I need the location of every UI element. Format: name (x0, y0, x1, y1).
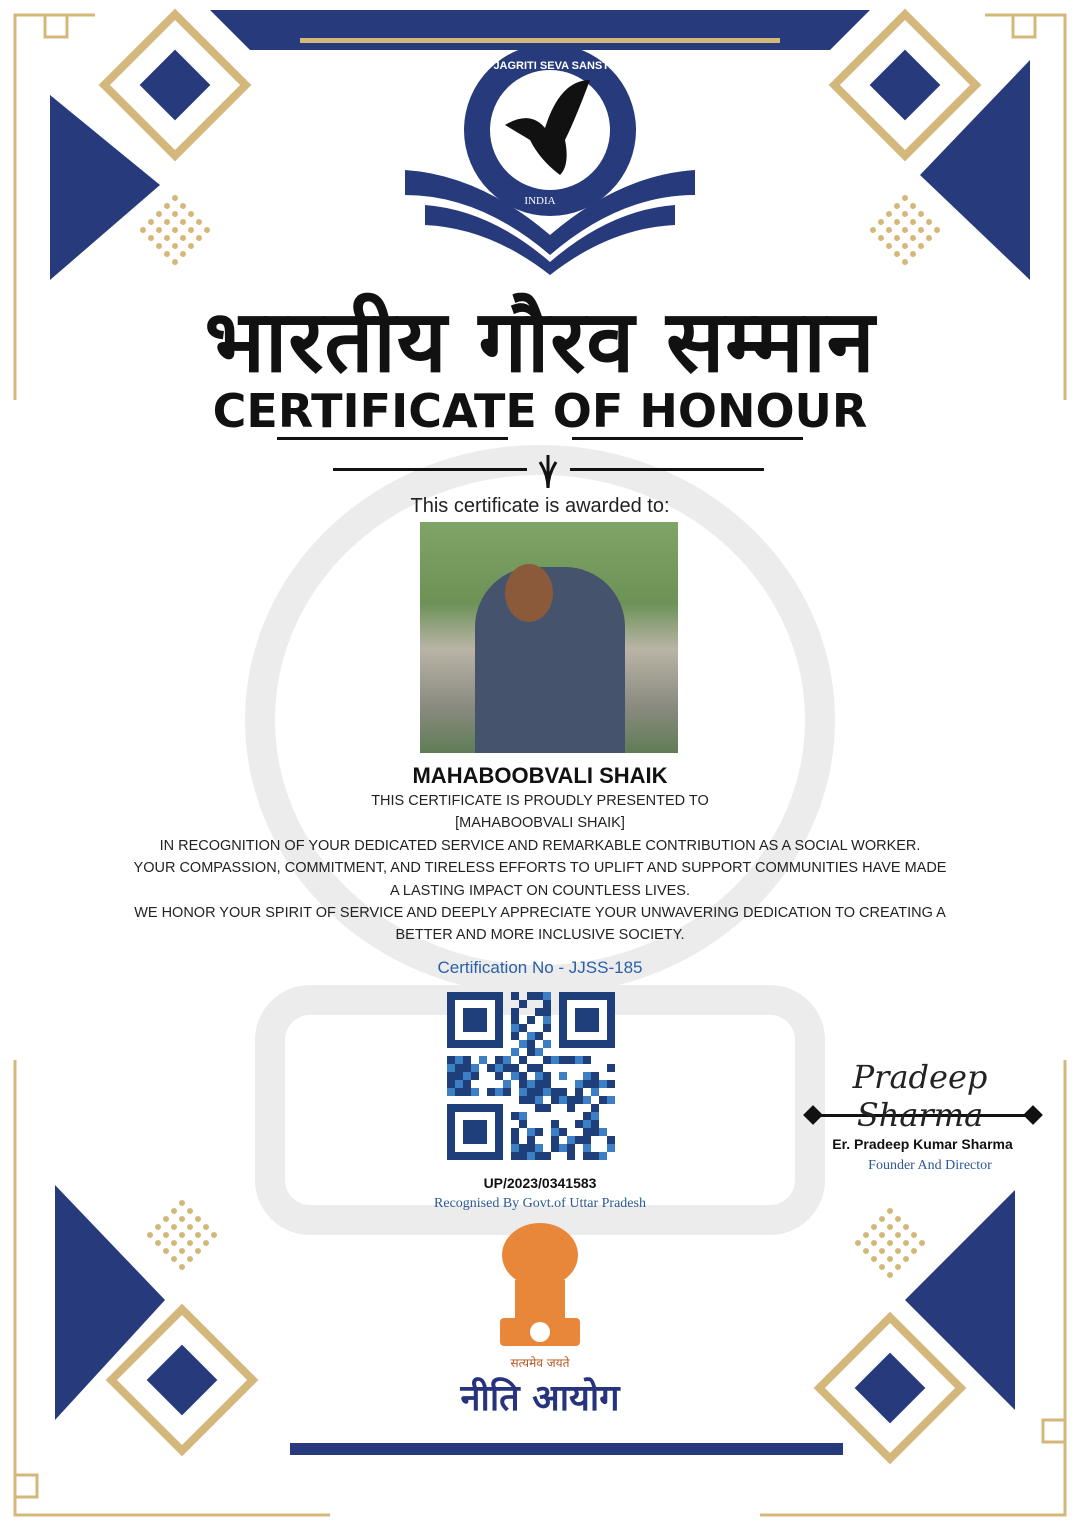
certificate-body (0, 790, 1080, 947)
gold-dot (172, 243, 178, 249)
gold-dot (164, 219, 170, 225)
gold-dot (910, 251, 916, 257)
gold-dot (180, 235, 186, 241)
gold-dot (887, 1240, 893, 1246)
gold-dot (886, 211, 892, 217)
gold-dot (204, 227, 210, 233)
gold-dot (895, 1248, 901, 1254)
gold-dot (870, 227, 876, 233)
signatory-name: Er. Pradeep Kumar Sharma (832, 1136, 1013, 1152)
gold-dot (894, 219, 900, 225)
gold-dot (211, 1232, 217, 1238)
gold-dot (878, 219, 884, 225)
gold-dot (926, 219, 932, 225)
top-bar (210, 10, 870, 50)
recipient-name: MAHABOOBVALI SHAIK (412, 763, 668, 788)
certification-number: Certification No - JJSS-185 (437, 958, 643, 977)
gold-dot (886, 227, 892, 233)
national-emblem (500, 1223, 580, 1346)
gold-dot (910, 235, 916, 241)
gold-dot (180, 219, 186, 225)
gold-dot (148, 235, 154, 241)
gold-dot (863, 1232, 869, 1238)
gold-dot (879, 1248, 885, 1254)
gold-dot (187, 1240, 193, 1246)
gold-dot (895, 1264, 901, 1270)
gold-dot (156, 243, 162, 249)
gold-dot (886, 243, 892, 249)
gold-dot (171, 1240, 177, 1246)
gold-dot (878, 235, 884, 241)
gold-dot (179, 1248, 185, 1254)
recipient-photo (420, 522, 678, 753)
gold-dot (155, 1240, 161, 1246)
gold-dot (894, 235, 900, 241)
gold-dot (902, 259, 908, 265)
gold-dot (179, 1216, 185, 1222)
gold-dot (156, 211, 162, 217)
body-line: [MAHABOOBVALI SHAIK] (455, 815, 625, 832)
gold-dot (863, 1248, 869, 1254)
gold-dot (155, 1224, 161, 1230)
signature: Pradeep Sharma (852, 1058, 988, 1134)
gold-dot (195, 1248, 201, 1254)
gold-dot (179, 1264, 185, 1270)
gold-dot (871, 1224, 877, 1230)
gold-dot (147, 1232, 153, 1238)
body-line: YOUR COMPASSION, COMMITMENT, AND TIRELESS EFFORTS TO UPLIFT AND SUPPORT COMMUNITIES HAVE MADE (133, 860, 947, 877)
niti-aayog-logo: नीति आयोग (460, 1378, 620, 1419)
body-line: THIS CERTIFICATE IS PROUDLY PRESENTED TO (371, 793, 709, 809)
qr-code[interactable] (447, 992, 615, 1160)
gold-dot (188, 227, 194, 233)
gold-dot (164, 235, 170, 241)
logo-ring-text: JEEVAN JAGRITI SEVA SANSTHAN (447, 60, 633, 72)
gold-dot (188, 243, 194, 249)
gold-dot (187, 1256, 193, 1262)
gold-dot (203, 1240, 209, 1246)
signatory-title: Founder And Director (868, 1158, 992, 1173)
gold-dot (163, 1232, 169, 1238)
gold-dot (163, 1248, 169, 1254)
gold-dot (195, 1216, 201, 1222)
registration-number: UP/2023/0341583 (483, 1175, 597, 1191)
body-line: A LASTING IMPACT ON COUNTLESS LIVES. (389, 882, 690, 899)
gold-dot (903, 1240, 909, 1246)
gold-dot (172, 259, 178, 265)
gold-dot (188, 211, 194, 217)
gold-dot (855, 1240, 861, 1246)
gold-dot (911, 1248, 917, 1254)
title-hindi: भारतीय गौरव सम्मान (204, 292, 876, 392)
gold-dot (879, 1232, 885, 1238)
gold-dot (164, 251, 170, 257)
gold-dot (196, 219, 202, 225)
gold-dot (196, 235, 202, 241)
gold-dot (895, 1216, 901, 1222)
gold-dot (887, 1224, 893, 1230)
gold-dot (910, 219, 916, 225)
gold-dot (918, 243, 924, 249)
gold-dot (902, 243, 908, 249)
gold-dot (894, 251, 900, 257)
gold-dot (180, 251, 186, 257)
body-line: BETTER AND MORE INCLUSIVE SOCIETY. (395, 927, 685, 944)
gold-dot (919, 1240, 925, 1246)
gold-dot (887, 1272, 893, 1278)
gold-dot (203, 1224, 209, 1230)
gold-dot (903, 1224, 909, 1230)
gold-dot (918, 227, 924, 233)
gold-dot (879, 1216, 885, 1222)
gold-dot (911, 1232, 917, 1238)
gold-dot (871, 1240, 877, 1246)
gold-dot (195, 1232, 201, 1238)
gold-dot (171, 1256, 177, 1262)
organisation-logo (405, 44, 695, 275)
gold-dot (934, 227, 940, 233)
gold-dot (895, 1232, 901, 1238)
ornamental-divider (277, 437, 803, 488)
gold-dot (163, 1216, 169, 1222)
gold-dot (871, 1256, 877, 1262)
gold-dot (187, 1224, 193, 1230)
gold-dot (179, 1232, 185, 1238)
gold-dot (926, 235, 932, 241)
gold-dot (879, 1264, 885, 1270)
gold-dot (148, 219, 154, 225)
body-line: WE HONOR YOUR SPIRIT OF SERVICE AND DEEPLY APPRECIATE YOUR UNWAVERING DEDICATION TO CREATING A (134, 905, 946, 922)
gold-dot (902, 211, 908, 217)
gold-dot (918, 211, 924, 217)
gold-dot (171, 1224, 177, 1230)
gold-dot (902, 227, 908, 233)
bottom-bar (290, 1443, 843, 1455)
certificate-title: CERTIFICATE OF HONOUR (212, 384, 868, 438)
body-line: IN RECOGNITION OF YOUR DEDICATED SERVICE AND REMARKABLE CONTRIBUTION AS A SOCIAL WORKER. (159, 837, 921, 854)
logo-country: INDIA (524, 195, 556, 207)
gold-dot (903, 1256, 909, 1262)
awarded-to-label: This certificate is awarded to: (410, 495, 670, 517)
gold-dot (172, 227, 178, 233)
gold-dot (156, 227, 162, 233)
gold-dot (172, 211, 178, 217)
emblem-motto: सत्यमेव जयते (510, 1356, 570, 1370)
gold-dot (140, 227, 146, 233)
gold-dot (887, 1256, 893, 1262)
recognition-text: Recognised By Govt.of Uttar Pradesh (434, 1196, 646, 1211)
